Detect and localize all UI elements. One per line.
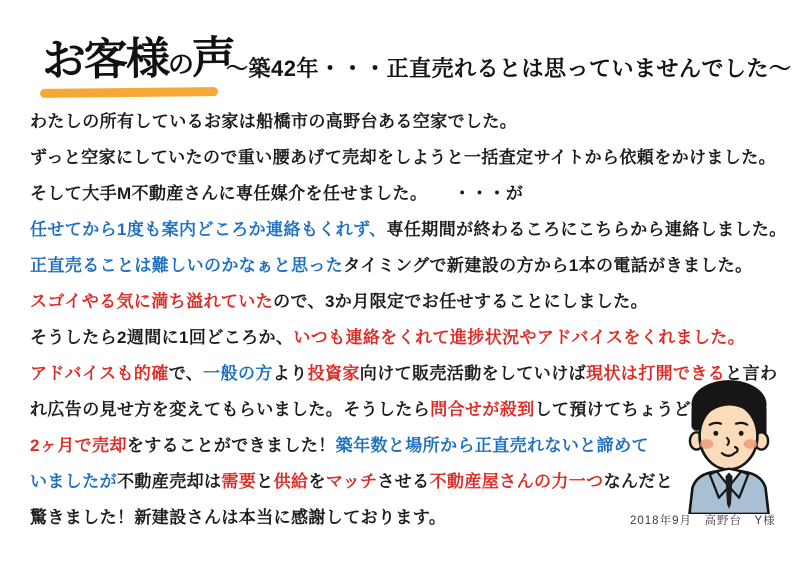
businessman-illustration: [676, 374, 782, 514]
text-segment: 向けて販売活動をしていけば: [359, 364, 586, 383]
text-segment: をすることができました！: [126, 436, 336, 455]
text-segment: 現状は打開できる: [586, 364, 726, 383]
page-title: ～築42年・・・正直売れるとは思っていませんでした～: [226, 56, 792, 81]
testimonial-body: [30, 104, 787, 536]
testimonial-line: [30, 104, 780, 140]
signature-text: 2018年9月 高野台 Y様: [630, 515, 776, 527]
text-segment: マッチ: [325, 472, 378, 491]
logo-underline-bar: [40, 87, 218, 98]
text-segment: タイミングで新建設の方から1本の電話がきました。: [343, 256, 753, 275]
text-segment: と: [256, 472, 274, 491]
testimonial-line: [30, 356, 780, 392]
text-segment: なんだと: [603, 472, 674, 491]
text-segment: 任せてから1度も案内どころか連絡もくれず、: [30, 220, 387, 239]
text-segment: 問合せが殺到: [430, 400, 535, 419]
text-segment: させる: [377, 472, 430, 491]
text-segment: ので、3か月限定でお任せすることにしました。: [273, 292, 649, 311]
testimonial-line: [30, 464, 780, 500]
text-segment: より: [272, 364, 308, 383]
text-segment: いつも連絡をくれて進捗状況やアドバイスをくれました。: [293, 328, 746, 347]
cheek-right-icon: [744, 439, 757, 449]
testimonial-line: [30, 140, 780, 176]
text-segment: 不動産屋さんの力一つ: [429, 472, 604, 491]
text-segment: 築年数と場所から正直売れないと諦めて: [335, 436, 649, 455]
text-segment: そして大手M不動産さんに専任媒介を任せました。 ・・・が: [30, 184, 524, 203]
text-segment: 正直売ることは難しいのかなぁと思った: [30, 256, 344, 275]
text-segment: そうしたら2週間に1回どころか、: [30, 328, 294, 347]
text-segment: 驚きました！新建設さんは本当に感謝しております。: [30, 508, 447, 527]
testimonial-line: [30, 176, 780, 212]
text-segment: れ広告の見せ方を変えてもらいました。そうしたら: [30, 400, 431, 419]
cheek-left-icon: [700, 439, 713, 449]
logo-text: お客様: [41, 34, 169, 86]
eye-left-icon: [713, 431, 718, 436]
text-segment: 専任期間が終わるころにこちらから連絡しました。: [386, 220, 787, 239]
text-segment: 一般の方: [203, 364, 273, 383]
eye-right-icon: [739, 431, 744, 436]
text-segment: と言わ: [725, 364, 778, 383]
testimonial-line: [30, 248, 780, 284]
text-segment: 不動産売却は: [117, 472, 222, 491]
text-segment: して預けてちょうど: [534, 400, 692, 419]
text-segment: アドバイスも的確: [30, 364, 169, 383]
testimonial-line: [30, 284, 780, 320]
text-segment: 需要: [221, 472, 257, 491]
text-segment: ずっと空家にしていたので重い腰あげて売却をしようと一括査定サイトから依頼をかけました。: [30, 148, 776, 167]
testimonial-line: [30, 392, 780, 428]
logo-text-no: の: [167, 48, 193, 80]
testimonial-line: [30, 428, 780, 464]
text-segment: 2ヶ月で売却: [30, 436, 127, 455]
testimonial-line: [30, 320, 780, 356]
text-segment: スゴイやる気に満ち溢れていた: [30, 292, 274, 311]
text-segment: で、: [168, 364, 204, 383]
text-segment: を: [308, 472, 326, 491]
text-segment: いましたが: [30, 472, 117, 491]
text-segment: 供給: [273, 472, 309, 491]
logo-text-koe: 声: [191, 33, 235, 83]
testimonial-line: [30, 212, 787, 248]
text-segment: わたしの所有しているお家は船橋市の高野台ある空家でした。: [30, 112, 518, 131]
text-segment: 投資家: [307, 364, 360, 383]
